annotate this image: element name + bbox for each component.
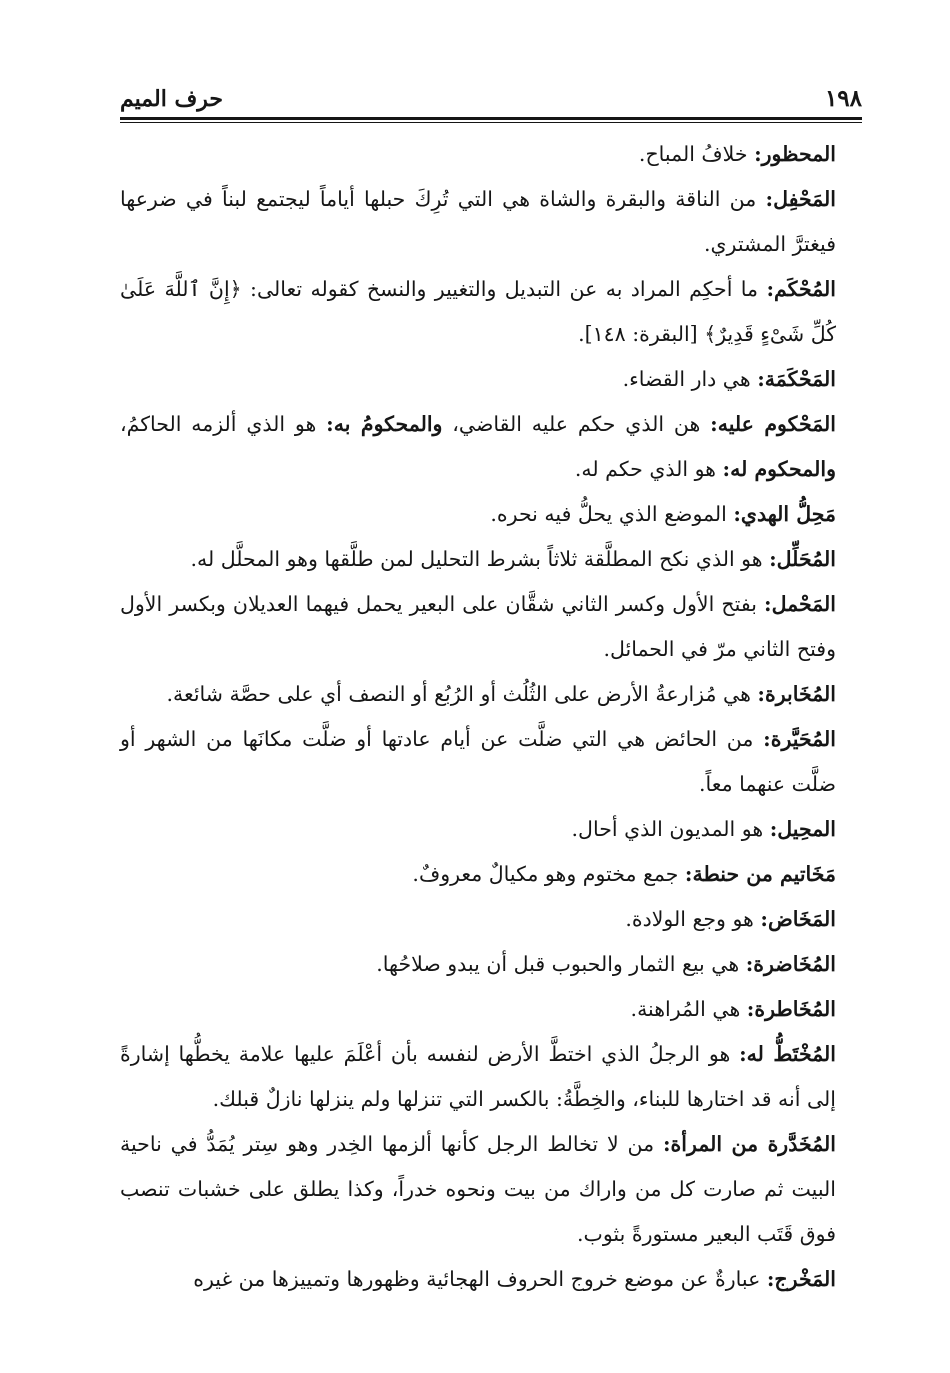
page-header [120, 80, 862, 112]
entry-mutahayyira [120, 717, 862, 807]
entry-subdefinition: هو الذي حكم له. [574, 457, 723, 481]
entry-subdefinition: هو الذي ألزمه الحاكمُ، [120, 412, 327, 436]
entry-term: المَخَاض: [760, 907, 836, 931]
entry-definition: هو وجع الولادة. [625, 907, 761, 931]
entry-term: المُحَلِّل: [769, 547, 836, 571]
entry-term: المحظور: [754, 142, 836, 166]
header-rule-thick [120, 117, 862, 120]
entry-term: المُحَيَّرة: [763, 727, 836, 751]
entry-term: المَحْفِل: [765, 187, 836, 211]
running-title: حرف الميم [120, 86, 224, 112]
entry-term: المَخْرج: [766, 1267, 836, 1291]
entry-term: المُخَاطرة: [746, 997, 836, 1021]
entry-term: المُخَابرة: [757, 682, 836, 706]
entry-muhallil [120, 537, 862, 582]
entry-mukhaddara [120, 1122, 862, 1257]
entry-definition: ما أحكِم المراد به عن التبديل والتغيير والنسخ كقوله تعالى: ﴿إِنَّ ٱللَّهَ عَلَىٰ كُلِّ شَىْءٍ قَدِيرٌ﴾ [البقرة: ١٤٨]. [120, 277, 836, 346]
entry-definition: هو الرجلُ الذي اختطَّ الأرض لنفسه بأن أعْلَمَ عليها علامة يخطُّها إشارةً إلى أنه قد اختارها للبناء، والخِطَّةُ: بالكسر التي تنزلها ولم ينزلها نازلٌ قبلك. [120, 1042, 836, 1111]
entry-subterm: والمحكومُ به: [326, 412, 443, 436]
entry-mahfil [120, 177, 862, 267]
entry-term: المُخْتَطُّ له: [739, 1042, 836, 1066]
entry-subterm: والمحكوم له: [722, 457, 836, 481]
entry-definition: من الناقة والبقرة والشاة هي التي تُرِكَ حبلها أياماً ليجتمع لبناً في ضرعها فيغترَّ المشتري. [120, 187, 836, 256]
entry-makhad [120, 897, 862, 942]
entry-definition: جمع مختوم وهو مكيالٌ معروفٌ. [412, 862, 685, 886]
entry-definition: هي بيع الثمار والحبوب قبل أن يبدو صلاحُها. [376, 952, 746, 976]
entry-definition: من الحائض هي التي ضلَّت عن أيام عادتها أو ضلَّت مكانَها من الشهر أو ضلَّت عنهما معاً. [120, 727, 836, 796]
entry-definition: عبارةٌ عن موضع خروج الحروف الهجائية وظهورها وتمييزها من غيره [193, 1267, 767, 1291]
entry-muhkam [120, 267, 862, 357]
entry-term: المَحْكَمَة: [757, 367, 836, 391]
entry-term: المُحْكَم: [766, 277, 836, 301]
entry-definition: الموضع الذي يحلُّ فيه نحره. [490, 502, 734, 526]
entry-mukhatara [120, 987, 862, 1032]
entry-muhil [120, 807, 862, 852]
entry-term: المُخَدَّرة من المرأة: [662, 1132, 836, 1156]
entry-definition: بفتح الأول وكسر الثاني شقَّان على البعير يحمل فيهما العديلان وبكسر الأول وفتح الثاني مرّ في الحمائل. [120, 592, 836, 661]
entry-makhraj [120, 1257, 862, 1302]
entry-mahmal [120, 582, 862, 672]
entry-definition: هن الذي حكم عليه القاضي، [442, 412, 711, 436]
entry-mahzur [120, 132, 862, 177]
page-number: ١٩٨ [824, 85, 862, 112]
entry-term: المَحْمل: [764, 592, 836, 616]
entry-definition: هو الذي نكح المطلَّقة ثلاثاً بشرط التحليل لمن طلَّقها وهو المحلَّل له. [190, 547, 770, 571]
entry-mukhabara [120, 672, 862, 717]
entry-mukhtatt-lah [120, 1032, 862, 1122]
entry-term: مَخَاتيم من حنطة: [684, 862, 836, 886]
entry-mukhadara [120, 942, 862, 987]
entry-definition: هو المديون الذي أحال. [571, 817, 770, 841]
entry-definition: هي دار القضاء. [622, 367, 758, 391]
entry-term: المحِيل: [769, 817, 836, 841]
entry-definition: هي مُزارعةُ الأرض على الثُلُث أو الرُبُع أو النصف أي على حصَّة شائعة. [166, 682, 758, 706]
entry-makhatim [120, 852, 862, 897]
entry-term: المَحْكوم عليه: [710, 412, 836, 436]
entry-term: مَحِلُّ الهدي: [733, 502, 836, 526]
dictionary-entries [120, 132, 862, 1302]
entry-mahill-alhady [120, 492, 862, 537]
entry-definition: من لا تخالط الرجل كأنها ألزمها الخِدر وهو سِتر يُمَدُّ في ناحية البيت ثم صارت كل من واراك من بيت ونحوه خدراً، وكذا يطلق على خشبات تنصب فوق قَتَب البعير مستورةً بثوب. [120, 1132, 836, 1246]
header-rule-thin [120, 122, 862, 123]
entry-term: المُخَاضرة: [745, 952, 836, 976]
entry-mahkum-alayh [120, 402, 862, 492]
entry-definition: هي المُراهنة. [630, 997, 747, 1021]
entry-definition: خلافُ المباح. [638, 142, 755, 166]
entry-mahkama [120, 357, 862, 402]
